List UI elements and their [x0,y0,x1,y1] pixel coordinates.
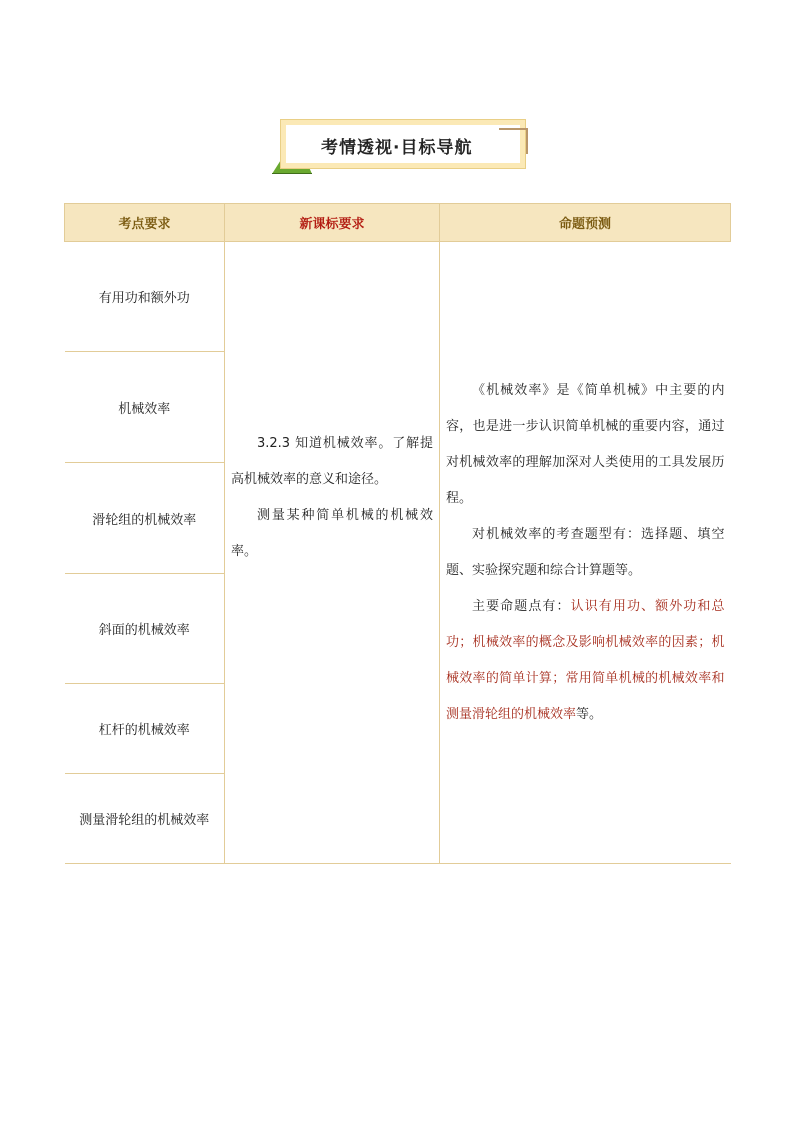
curriculum-paragraph: 3.2.3 知道机械效率。了解提高机械效率的意义和途径。 [231,435,433,487]
curriculum-paragraph: 测量某种简单机械的机械效率。 [231,507,433,559]
header-exam-prediction: 命题预测 [440,204,731,242]
banner-frame [280,119,526,169]
table-header-row [65,204,731,242]
header-curriculum-requirements: 新课标要求 [225,204,440,242]
prediction-lead: 主要命题点有： [472,598,571,614]
topic-cell: 斜面的机械效率 [65,574,225,684]
topic-cell: 有用功和额外功 [65,242,225,352]
topic-cell: 滑轮组的机械效率 [65,463,225,574]
section-banner [272,118,530,176]
header-topic-requirements: 考点要求 [65,204,225,242]
prediction-paragraph [446,589,725,733]
prediction-key-points: 认识有用功、额外功和总功；机械效率的概念及影响机械效率的因素；机械效率的简单计算；常用简单机械的机械效率和测量滑轮组的机械效率 [446,598,725,722]
topic-cell: 测量滑轮组的机械效率 [65,774,225,864]
banner-title: 考情透视·目标导航 [321,138,473,158]
prediction-cell [440,242,731,864]
curriculum-cell [225,242,440,864]
prediction-paragraph: 《机械效率》是《简单机械》中主要的内容，也是进一步认识简单机械的重要内容，通过对机械效率的理解加深对人类使用的工具发展历程。 [446,382,725,506]
prediction-tail: 等。 [576,706,603,722]
topic-cell: 机械效率 [65,352,225,463]
prediction-paragraph: 对机械效率的考查题型有：选择题、填空题、实验探究题和综合计算题等。 [446,526,725,578]
exam-overview-table [64,203,731,864]
topic-cell: 杠杆的机械效率 [65,684,225,774]
table-row [65,242,731,352]
